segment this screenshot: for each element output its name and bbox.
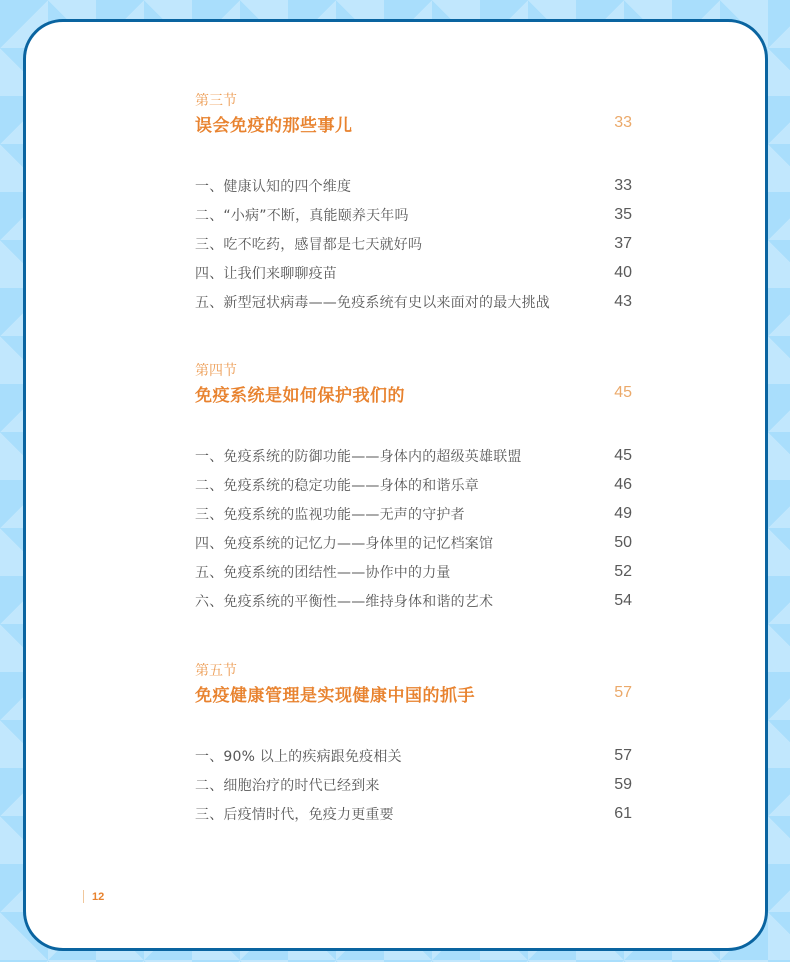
toc-entry-title: 一、健康认知的四个维度 <box>195 178 352 195</box>
toc-entry[interactable] <box>195 200 633 229</box>
toc-entry-title: 三、后疫情时代，免疫力更重要 <box>195 806 394 823</box>
section-items <box>195 441 633 615</box>
toc-entry-title: 二、“小病”不断，真能颐养天年吗 <box>195 207 409 224</box>
toc-entry[interactable] <box>195 586 633 615</box>
toc-entry-title: 二、免疫系统的稳定功能——身体的和谐乐章 <box>195 477 479 494</box>
toc-entry[interactable] <box>195 441 633 470</box>
section-label: 第三节 <box>195 92 237 108</box>
toc-section-3 <box>195 90 633 360</box>
toc-entry[interactable] <box>195 770 633 799</box>
toc-entry-title: 五、免疫系统的团结性——协作中的力量 <box>195 564 451 581</box>
toc-entry-title: 四、让我们来聊聊疫苗 <box>195 265 337 282</box>
section-title: 免疫系统是如何保护我们的 <box>195 385 405 406</box>
section-heading[interactable] <box>195 108 633 138</box>
toc-entry-title: 三、吃不吃药，感冒都是七天就好吗 <box>195 236 423 253</box>
toc-entry-page: 33 <box>614 176 632 194</box>
toc-entry[interactable] <box>195 799 633 828</box>
toc-entry-page: 46 <box>614 475 632 493</box>
toc-entry-page: 35 <box>614 205 632 223</box>
toc-entry-title: 三、免疫系统的监视功能——无声的守护者 <box>195 506 465 523</box>
toc-entry-title: 六、免疫系统的平衡性——维持身体和谐的艺术 <box>195 593 494 610</box>
section-items <box>195 741 633 828</box>
page-footer <box>83 890 104 903</box>
toc-entry-title: 一、免疫系统的防御功能——身体内的超级英雄联盟 <box>195 448 522 465</box>
toc-entry-title: 一、90% 以上的疾病跟免疫相关 <box>195 748 402 765</box>
toc-entry-page: 59 <box>614 775 632 793</box>
toc-entry[interactable] <box>195 470 633 499</box>
toc-section-4 <box>195 360 633 660</box>
section-label: 第五节 <box>195 662 237 678</box>
toc-entry-title: 四、免疫系统的记忆力——身体里的记忆档案馆 <box>195 535 494 552</box>
page-number: 12 <box>92 890 105 903</box>
toc-entry-page: 57 <box>614 746 632 764</box>
footer-divider <box>83 890 84 903</box>
toc-entry[interactable] <box>195 287 633 316</box>
toc-entry[interactable] <box>195 171 633 200</box>
toc-section-5 <box>195 660 633 828</box>
section-page-number: 45 <box>614 384 632 401</box>
section-title: 误会免疫的那些事儿 <box>195 115 353 136</box>
toc-entry-page: 52 <box>614 562 632 580</box>
section-title: 免疫健康管理是实现健康中国的抓手 <box>195 685 475 706</box>
section-page-number: 33 <box>614 114 632 131</box>
toc-entry-page: 50 <box>614 533 632 551</box>
section-page-number: 57 <box>614 684 632 701</box>
toc-entry[interactable] <box>195 741 633 770</box>
toc-entry[interactable] <box>195 557 633 586</box>
section-items <box>195 171 633 316</box>
section-heading[interactable] <box>195 378 633 408</box>
section-label: 第四节 <box>195 362 237 378</box>
toc-entry-title: 二、细胞治疗的时代已经到来 <box>195 777 380 794</box>
toc-entry-page: 49 <box>614 504 632 522</box>
toc-entry-page: 61 <box>614 804 632 822</box>
toc-entry[interactable] <box>195 528 633 557</box>
page-card <box>23 19 768 951</box>
toc-entry-page: 54 <box>614 591 632 609</box>
toc-entry[interactable] <box>195 229 633 258</box>
section-heading[interactable] <box>195 678 633 708</box>
toc-entry-page: 40 <box>614 263 632 281</box>
toc-entry[interactable] <box>195 499 633 528</box>
toc-entry-page: 37 <box>614 234 632 252</box>
toc-entry-page: 45 <box>614 446 632 464</box>
toc-entry-title: 五、新型冠状病毒——免疫系统有史以来面对的最大挑战 <box>195 294 550 311</box>
toc-entry[interactable] <box>195 258 633 287</box>
table-of-contents <box>195 90 633 828</box>
toc-entry-page: 43 <box>614 292 632 310</box>
